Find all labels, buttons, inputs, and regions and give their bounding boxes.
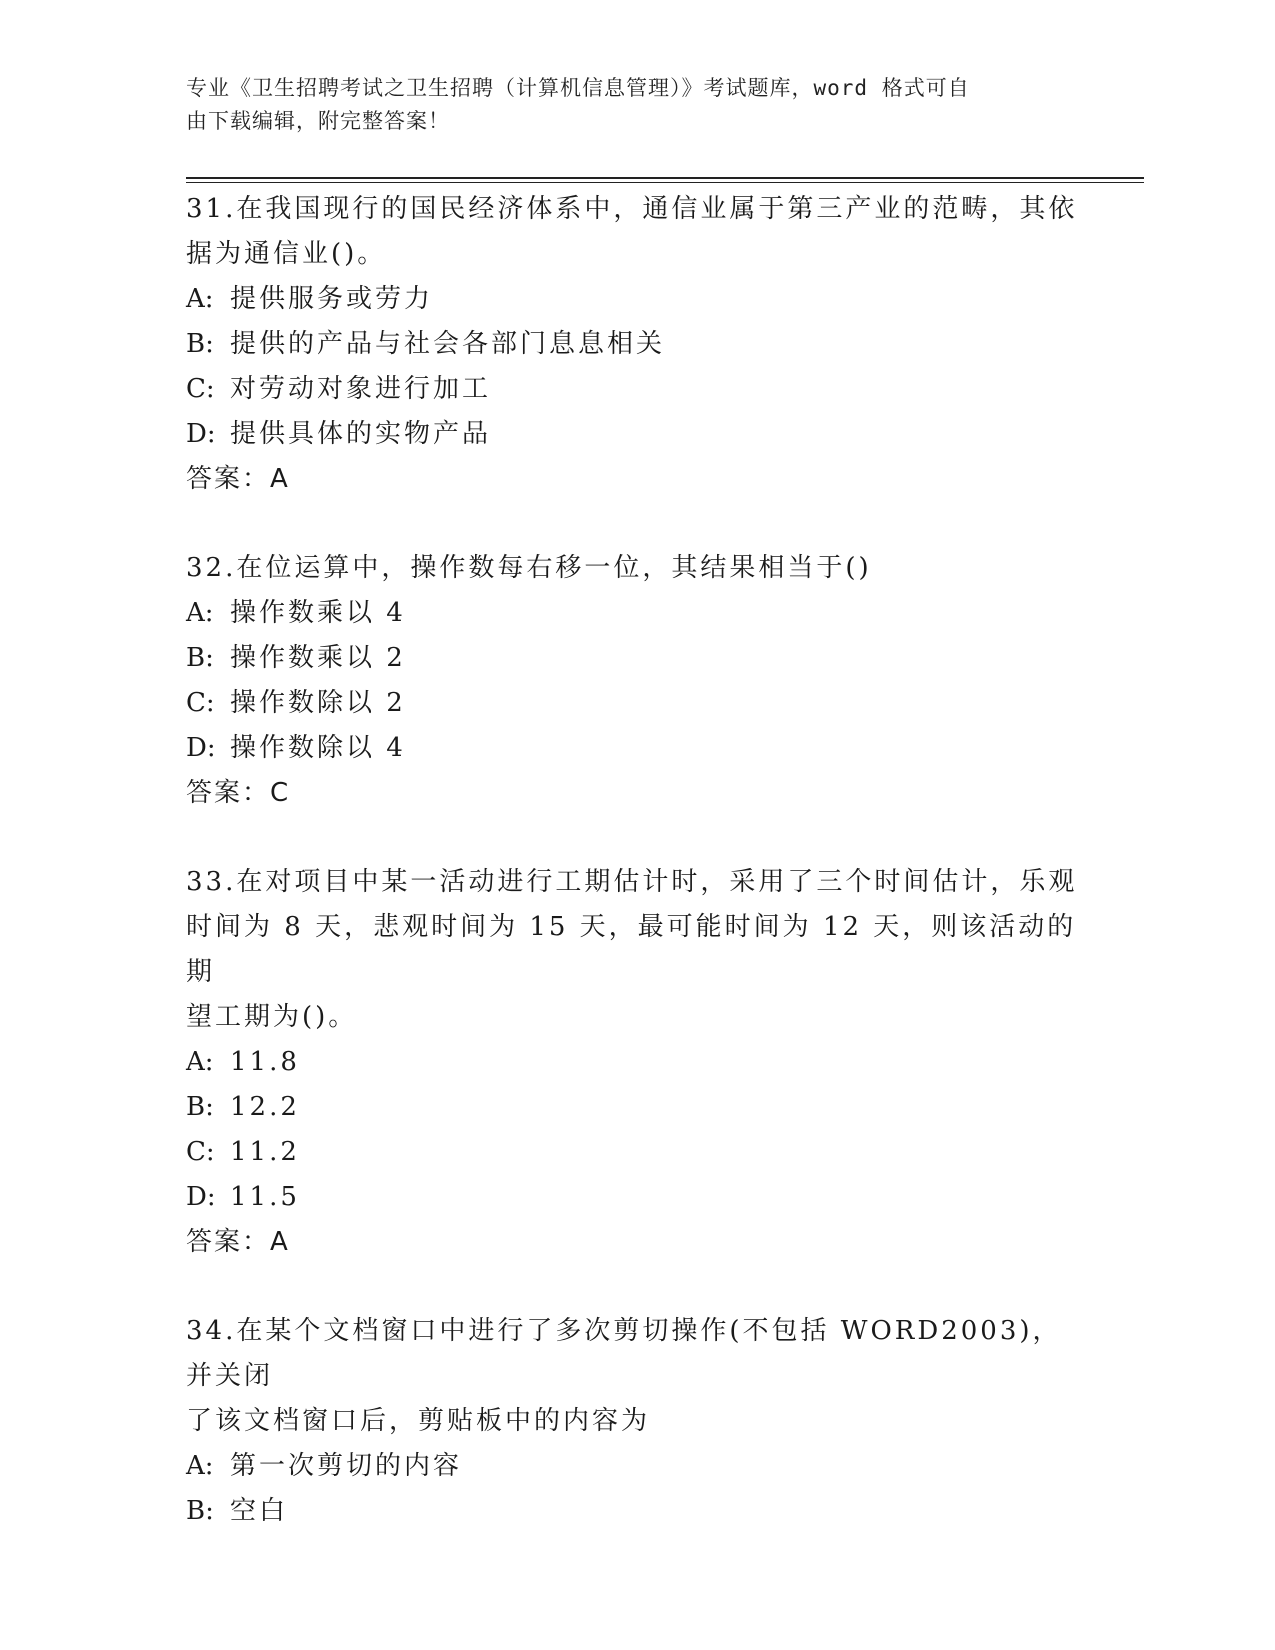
answer-option (186, 277, 1086, 322)
option-text: 提供具体的实物产品 (230, 419, 492, 449)
option-label: A: (186, 284, 214, 314)
answer-key: 答案：A (186, 464, 290, 494)
option-text: 11.8 (230, 1047, 300, 1077)
option-label: B: (186, 1496, 214, 1526)
header-line-1: 专业《卫生招聘考试之卫生招聘（计算机信息管理）》考试题库，word 格式可自 (186, 76, 970, 100)
answer-option (186, 322, 1086, 367)
question-stem-line: 时间为 8 天，悲观时间为 15 天，最可能时间为 12 天，则该活动的期 (186, 912, 1077, 987)
option-label: D: (186, 1182, 216, 1212)
option-label: C: (186, 374, 215, 404)
answer-key: 答案：C (186, 778, 291, 808)
question-block (186, 187, 1086, 502)
question-stem-line: 望工期为()。 (186, 1002, 358, 1032)
answer-option (186, 412, 1086, 457)
answer-option (186, 591, 1086, 636)
answer-option (186, 1175, 1086, 1220)
option-label: D: (186, 419, 216, 449)
header-divider-thick (186, 177, 1144, 179)
answer-option (186, 636, 1086, 681)
option-text: 提供服务或劳力 (230, 284, 434, 314)
question-stem-line: 33.在对项目中某一活动进行工期估计时，采用了三个时间估计，乐观 (186, 867, 1078, 897)
question-block (186, 546, 1086, 816)
option-text: 操作数除以 4 (230, 733, 406, 763)
answer-option (186, 726, 1086, 771)
option-label: B: (186, 643, 214, 673)
answer-option (186, 1489, 1086, 1534)
option-text: 11.5 (230, 1182, 300, 1212)
option-label: D: (186, 733, 216, 763)
option-text: 操作数除以 2 (230, 688, 406, 718)
option-label: C: (186, 688, 215, 718)
question-stem-line: 了该文档窗口后，剪贴板中的内容为 (186, 1406, 651, 1436)
question-block (186, 860, 1086, 1265)
answer-option (186, 367, 1086, 412)
option-text: 12.2 (230, 1092, 300, 1122)
document-header (186, 72, 1066, 138)
option-text: 空白 (230, 1496, 289, 1526)
answer-option (186, 1085, 1086, 1130)
answer-option (186, 1040, 1086, 1085)
option-text: 提供的产品与社会各部门息息相关 (230, 329, 666, 359)
option-label: A: (186, 1047, 214, 1077)
header-line-2: 由下载编辑，附完整答案！ (186, 109, 450, 133)
option-text: 11.2 (230, 1137, 300, 1167)
answer-option (186, 1130, 1086, 1175)
question-list (186, 187, 1086, 1578)
option-label: A: (186, 1451, 214, 1481)
option-label: B: (186, 329, 214, 359)
answer-option (186, 1444, 1086, 1489)
question-stem-line: 31.在我国现行的国民经济体系中，通信业属于第三产业的范畴，其依 (186, 194, 1078, 224)
option-text: 操作数乘以 2 (230, 643, 406, 673)
option-text: 操作数乘以 4 (230, 598, 406, 628)
question-stem-line: 32.在位运算中，操作数每右移一位，其结果相当于() (186, 553, 872, 583)
answer-key: 答案：A (186, 1227, 290, 1257)
option-label: A: (186, 598, 214, 628)
answer-option (186, 681, 1086, 726)
question-stem-line: 34.在某个文档窗口中进行了多次剪切操作(不包括 WORD2003)，并关闭 (186, 1316, 1062, 1391)
option-text: 对劳动对象进行加工 (230, 374, 492, 404)
option-text: 第一次剪切的内容 (230, 1451, 463, 1481)
option-label: C: (186, 1137, 215, 1167)
header-divider-thin (186, 182, 1144, 183)
option-label: B: (186, 1092, 214, 1122)
question-block (186, 1309, 1086, 1534)
question-stem-line: 据为通信业()。 (186, 239, 387, 269)
